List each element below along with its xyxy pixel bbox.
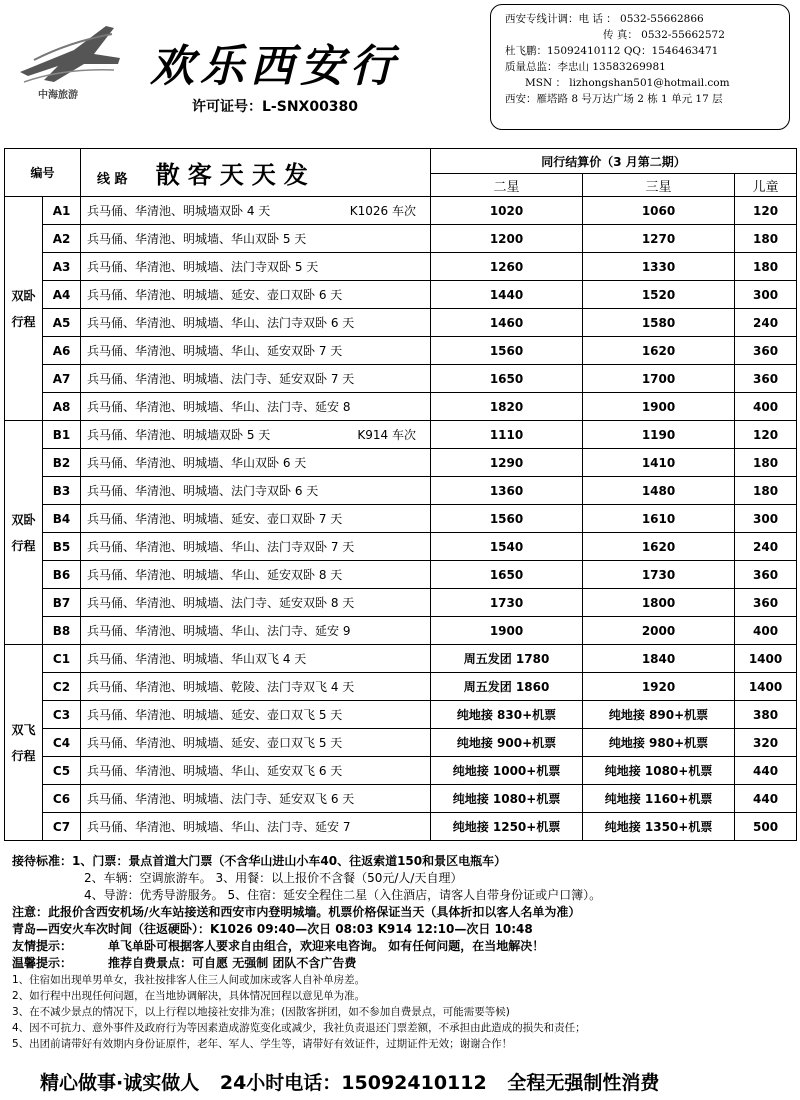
route-name: 兵马俑、华清池、明城墙、延安、壶口双卧 7 天 — [87, 512, 343, 526]
price-three-star: 1060 — [583, 197, 735, 225]
contact-line: 西安：雁塔路 8 号万达广场 2 栋 1 单元 17 层 — [505, 93, 723, 105]
price-group-header: 同行结算价（3 月第二期） — [431, 149, 797, 174]
brand-title: 欢乐西安行 — [150, 41, 400, 92]
price-two-star: 周五发团 1860 — [431, 673, 583, 701]
col-two-star: 二星 — [431, 174, 583, 197]
route-name: 兵马俑、华清池、明城墙、法门寺、延安双卧 8 天 — [87, 596, 355, 610]
price-two-star: 1560 — [431, 337, 583, 365]
price-two-star: 纯地接 1000+机票 — [431, 757, 583, 785]
price-two-star: 1460 — [431, 309, 583, 337]
contact-line: 质量总监：李忠山 13583269981 — [505, 61, 666, 73]
price-three-star: 1920 — [583, 673, 735, 701]
table-row — [5, 197, 797, 225]
price-two-star: 1650 — [431, 561, 583, 589]
route-code: C7 — [43, 813, 81, 841]
group-label: 双卧行程 — [5, 421, 43, 645]
price-three-star: 1330 — [583, 253, 735, 281]
route-code: B4 — [43, 505, 81, 533]
table-row — [5, 253, 797, 281]
group-label: 双飞行程 — [5, 645, 43, 841]
footer-slogan — [40, 1068, 673, 1095]
logo-text: 中海旅游 — [38, 90, 78, 101]
route-name: 兵马俑、华清池、明城墙双卧 5 天 — [87, 428, 271, 442]
route-name: 兵马俑、华清池、明城墙、华山、法门寺双卧 6 天 — [87, 316, 355, 330]
price-child: 440 — [735, 785, 797, 813]
route-name: 兵马俑、华清池、明城墙、华山、延安双飞 6 天 — [87, 764, 343, 778]
table-row — [5, 701, 797, 729]
route-cell — [81, 701, 431, 729]
route-code: B7 — [43, 589, 81, 617]
term-item: 1、住宿如出现单男单女，我社按排客人住三人间或加床或客人自补单房差。 — [12, 974, 366, 986]
table-row — [5, 477, 797, 505]
price-child: 360 — [735, 337, 797, 365]
price-three-star: 1610 — [583, 505, 735, 533]
train-number: K1026 车次 — [349, 204, 417, 218]
slogan-right: 全程无强制性消费 — [507, 1072, 660, 1094]
table-row — [5, 449, 797, 477]
route-code: B3 — [43, 477, 81, 505]
route-name: 兵马俑、华清池、明城墙、华山、法门寺、延安 7 — [87, 820, 351, 834]
price-two-star: 1560 — [431, 505, 583, 533]
price-two-star: 纯地接 830+机票 — [431, 701, 583, 729]
table-row — [5, 281, 797, 309]
route-name: 兵马俑、华清池、明城墙、延安、壶口双飞 5 天 — [87, 708, 343, 722]
route-name: 兵马俑、华清池、明城墙双卧 4 天 — [87, 204, 271, 218]
table-row — [5, 533, 797, 561]
route-code: C1 — [43, 645, 81, 673]
price-two-star: 1020 — [431, 197, 583, 225]
standard-item: 4、导游：优秀导游服务。 5、住宿：延安全程住二星（入住酒店，请客人自带身份证或户口簿）。 — [84, 888, 602, 902]
contact-line: 杜飞鹏：15092410112 QQ：1546463471 — [505, 45, 719, 57]
route-cell — [81, 813, 431, 841]
code-header: 编号 — [5, 149, 81, 197]
route-code: A2 — [43, 225, 81, 253]
price-two-star: 1650 — [431, 365, 583, 393]
price-three-star: 纯地接 890+机票 — [583, 701, 735, 729]
route-name: 兵马俑、华清池、明城墙、华山双卧 5 天 — [87, 232, 307, 246]
route-code: C6 — [43, 785, 81, 813]
price-three-star: 纯地接 1080+机票 — [583, 757, 735, 785]
notes — [12, 853, 792, 1052]
route-label: 线 路 — [97, 172, 128, 187]
price-three-star: 2000 — [583, 617, 735, 645]
route-cell — [81, 589, 431, 617]
price-three-star: 1270 — [583, 225, 735, 253]
route-cell — [81, 505, 431, 533]
route-cell — [81, 337, 431, 365]
table-row — [5, 337, 797, 365]
price-child: 180 — [735, 449, 797, 477]
group-label: 双卧行程 — [5, 197, 43, 421]
price-child: 240 — [735, 309, 797, 337]
route-cell — [81, 393, 431, 421]
header — [0, 0, 800, 148]
price-child: 1400 — [735, 673, 797, 701]
price-child: 180 — [735, 225, 797, 253]
price-two-star: 1110 — [431, 421, 583, 449]
term-item: 3、在不减少景点的情况下，以上行程以地接社安排为准；(因散客拼团，如不参加自费景点，可能需要等候) — [12, 1006, 510, 1018]
route-code: A8 — [43, 393, 81, 421]
table-row — [5, 561, 797, 589]
route-cell — [81, 253, 431, 281]
route-cell — [81, 197, 431, 225]
price-child: 1400 — [735, 645, 797, 673]
route-code: B1 — [43, 421, 81, 449]
table-row — [5, 813, 797, 841]
price-two-star: 1820 — [431, 393, 583, 421]
price-child: 180 — [735, 253, 797, 281]
route-cell — [81, 281, 431, 309]
route-cell — [81, 673, 431, 701]
route-header — [81, 149, 431, 197]
route-code: C3 — [43, 701, 81, 729]
route-cell — [81, 309, 431, 337]
route-cell — [81, 449, 431, 477]
col-three-star: 三星 — [583, 174, 735, 197]
price-three-star: 1900 — [583, 393, 735, 421]
price-two-star: 纯地接 900+机票 — [431, 729, 583, 757]
price-child: 120 — [735, 197, 797, 225]
route-code: A3 — [43, 253, 81, 281]
table-row — [5, 757, 797, 785]
table-row — [5, 589, 797, 617]
price-child: 300 — [735, 505, 797, 533]
price-two-star: 1730 — [431, 589, 583, 617]
price-two-star: 纯地接 1080+机票 — [431, 785, 583, 813]
price-three-star: 1700 — [583, 365, 735, 393]
price-child: 500 — [735, 813, 797, 841]
price-two-star: 1900 — [431, 617, 583, 645]
route-name: 兵马俑、华清池、明城墙、法门寺、延安双卧 7 天 — [87, 372, 355, 386]
route-cell — [81, 533, 431, 561]
price-three-star: 1620 — [583, 337, 735, 365]
price-two-star: 1260 — [431, 253, 583, 281]
price-three-star: 1840 — [583, 645, 735, 673]
table-row — [5, 673, 797, 701]
price-three-star: 1190 — [583, 421, 735, 449]
hotline: 24小时电话：15092410112 — [219, 1072, 487, 1094]
route-cell — [81, 477, 431, 505]
price-child: 400 — [735, 393, 797, 421]
route-cell — [81, 225, 431, 253]
route-code: A6 — [43, 337, 81, 365]
route-name: 兵马俑、华清池、明城墙、法门寺双卧 6 天 — [87, 484, 319, 498]
price-two-star: 1290 — [431, 449, 583, 477]
price-child: 320 — [735, 729, 797, 757]
table-row — [5, 421, 797, 449]
price-child: 240 — [735, 533, 797, 561]
route-cell — [81, 617, 431, 645]
price-child: 440 — [735, 757, 797, 785]
route-name: 兵马俑、华清池、明城墙、华山、法门寺、延安 9 — [87, 624, 351, 638]
route-cell — [81, 785, 431, 813]
route-code: A5 — [43, 309, 81, 337]
price-three-star: 1800 — [583, 589, 735, 617]
price-child: 360 — [735, 561, 797, 589]
route-name: 兵马俑、华清池、明城墙、华山、法门寺双卧 7 天 — [87, 540, 355, 554]
price-three-star: 1730 — [583, 561, 735, 589]
table-row — [5, 309, 797, 337]
table-row — [5, 393, 797, 421]
price-two-star: 周五发团 1780 — [431, 645, 583, 673]
route-cell — [81, 645, 431, 673]
price-three-star: 纯地接 1350+机票 — [583, 813, 735, 841]
table-row — [5, 729, 797, 757]
price-child: 120 — [735, 421, 797, 449]
route-name: 兵马俑、华清池、明城墙、法门寺、延安双飞 6 天 — [87, 792, 355, 806]
table-row — [5, 785, 797, 813]
price-three-star: 1620 — [583, 533, 735, 561]
price-child: 300 — [735, 281, 797, 309]
contact-box — [490, 4, 790, 130]
friendly-label: 友情提示： — [12, 939, 73, 953]
route-code: A1 — [43, 197, 81, 225]
table-row — [5, 505, 797, 533]
route-title: 散客天天发 — [155, 161, 316, 189]
price-table — [4, 148, 797, 841]
route-cell — [81, 421, 431, 449]
standard-item: 2、车辆：空调旅游车。 3、用餐：以上报价不含餐（50元/人/天自理） — [84, 871, 463, 885]
route-code: C4 — [43, 729, 81, 757]
warm-text: 推荐自费景点：可自愿 无强制 团队不含广告费 — [108, 956, 357, 970]
term-item: 4、因不可抗力、意外事件及政府行为等因素造成游览变化或减少，我社负责退还门票差额，不承担由此造成的损失和责任； — [12, 1022, 586, 1034]
term-item: 5、出团前请带好有效期内身份证原件，老年、军人、学生等，请带好有效证件，过期证件无效；谢谢合作！ — [12, 1038, 513, 1050]
price-three-star: 纯地接 1160+机票 — [583, 785, 735, 813]
route-code: B2 — [43, 449, 81, 477]
price-child: 360 — [735, 365, 797, 393]
notice: 注意：此报价含西安机场/火车站接送和西安市内登明城墙。机票价格保证当天（具体折扣以客人名单为准） — [12, 905, 581, 919]
price-two-star: 1540 — [431, 533, 583, 561]
table-row — [5, 225, 797, 253]
col-child: 儿童 — [735, 174, 797, 197]
price-two-star: 1360 — [431, 477, 583, 505]
price-child: 400 — [735, 617, 797, 645]
price-three-star: 1480 — [583, 477, 735, 505]
contact-line: 西安专线计调：电 话 ： 0532-55662866 — [505, 13, 704, 25]
table-row — [5, 365, 797, 393]
route-name: 兵马俑、华清池、明城墙、华山、延安双卧 8 天 — [87, 568, 343, 582]
price-child: 180 — [735, 477, 797, 505]
price-child: 380 — [735, 701, 797, 729]
friendly-text: 单飞单卧可根据客人要求自由组合，欢迎来电咨询。 如有任何问题，在当地解决！ — [108, 939, 545, 953]
route-code: B5 — [43, 533, 81, 561]
route-name: 兵马俑、华清池、明城墙、延安、壶口双卧 6 天 — [87, 288, 343, 302]
route-cell — [81, 729, 431, 757]
standard-item: 1、门票：景点首道大门票（不含华山进山小车40、往返索道150和景区电瓶车） — [72, 854, 507, 868]
route-code: B6 — [43, 561, 81, 589]
friendly-line — [12, 938, 792, 955]
route-code: C2 — [43, 673, 81, 701]
train-times: 青岛—西安火车次时间（往返硬卧）：K1026 09:40—次日 08:03 K914 12:10—次日 10:48 — [12, 922, 533, 936]
route-cell — [81, 365, 431, 393]
route-code: B8 — [43, 617, 81, 645]
slogan-left: 精心做事·诚实做人 — [40, 1072, 200, 1094]
warm-label: 温馨提示： — [12, 956, 73, 970]
price-two-star: 纯地接 1250+机票 — [431, 813, 583, 841]
standard-line — [12, 853, 792, 870]
route-name: 兵马俑、华清池、明城墙、华山双卧 6 天 — [87, 456, 307, 470]
route-code: C5 — [43, 757, 81, 785]
price-three-star: 1520 — [583, 281, 735, 309]
route-name: 兵马俑、华清池、明城墙、法门寺双卧 5 天 — [87, 260, 319, 274]
route-name: 兵马俑、华清池、明城墙、延安、壶口双飞 5 天 — [87, 736, 343, 750]
warm-line — [12, 955, 792, 972]
license-number: 许可证号：L-SNX00380 — [192, 99, 359, 115]
standard-label: 接待标准： — [12, 854, 73, 868]
price-three-star: 纯地接 980+机票 — [583, 729, 735, 757]
train-number: K914 车次 — [357, 428, 417, 442]
contact-line: MSN ： lizhongshan501@hotmail.com — [525, 77, 730, 89]
table-row — [5, 617, 797, 645]
price-three-star: 1410 — [583, 449, 735, 477]
price-three-star: 1580 — [583, 309, 735, 337]
route-name: 兵马俑、华清池、明城墙、华山、延安双卧 7 天 — [87, 344, 343, 358]
price-child: 360 — [735, 589, 797, 617]
route-name: 兵马俑、华清池、明城墙、华山双飞 4 天 — [87, 652, 307, 666]
route-code: A7 — [43, 365, 81, 393]
term-item: 2、如行程中出现任何问题，在当地协调解决，具体情况回程以意见单为准。 — [12, 990, 366, 1002]
contact-line: 传 真： 0532-55662572 — [603, 29, 725, 41]
route-name: 兵马俑、华清池、明城墙、华山、法门寺、延安 8 — [87, 400, 351, 414]
table-row — [5, 645, 797, 673]
price-two-star: 1200 — [431, 225, 583, 253]
route-cell — [81, 757, 431, 785]
route-name: 兵马俑、华清池、明城墙、乾陵、法门寺双飞 4 天 — [87, 680, 355, 694]
route-code: A4 — [43, 281, 81, 309]
price-two-star: 1440 — [431, 281, 583, 309]
route-cell — [81, 561, 431, 589]
